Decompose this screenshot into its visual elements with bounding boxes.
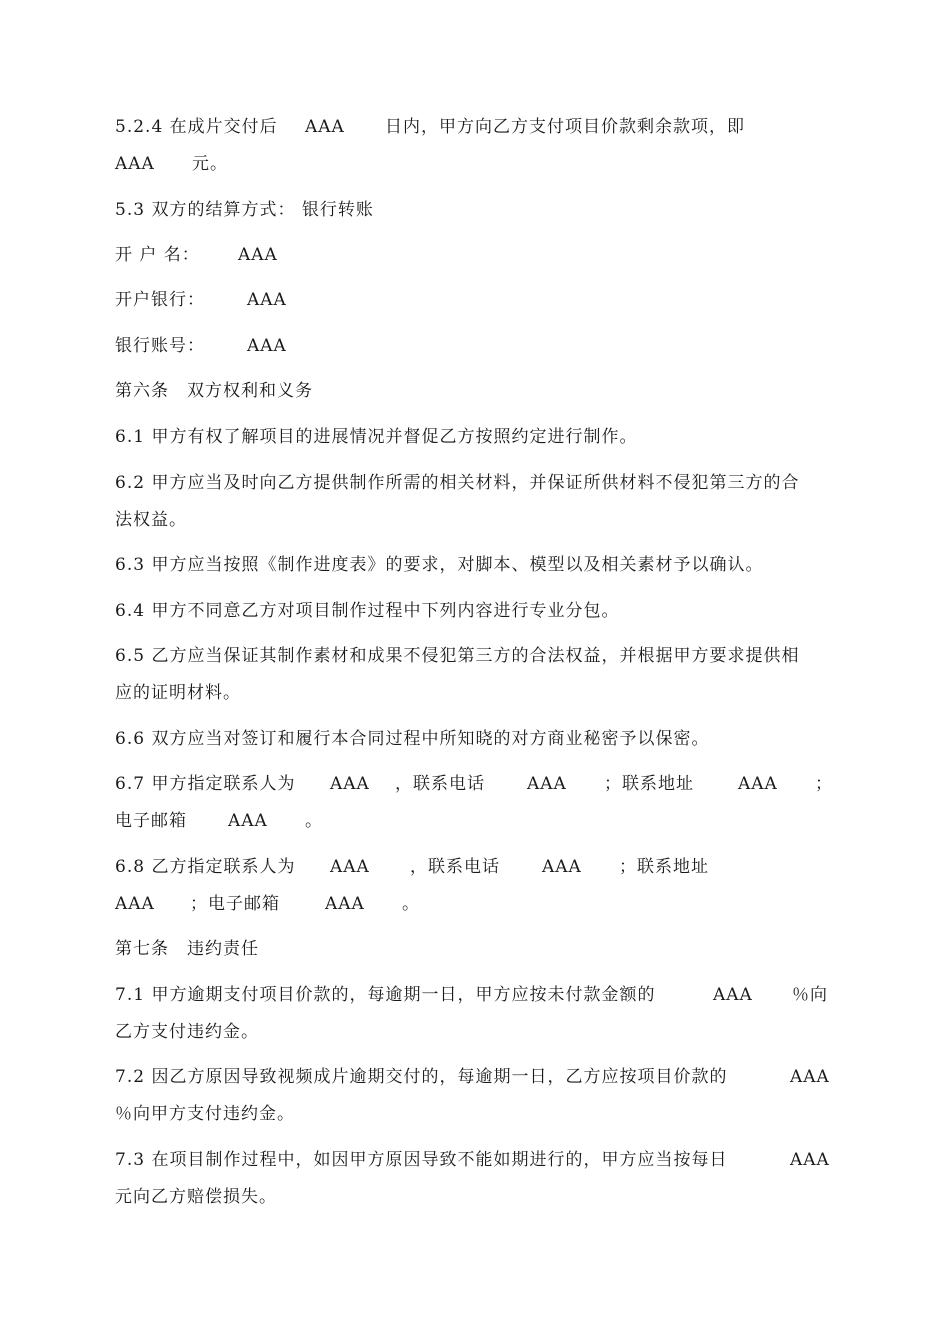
clause-5-2-4-days: AAA xyxy=(305,117,345,137)
clause-7-3-amount: AAA xyxy=(790,1150,830,1170)
clause-5-2-4-text: 5.2.4 在成片交付后 xyxy=(115,117,278,137)
clause-6-8-email: AAA xyxy=(325,894,365,914)
bank-value: AAA xyxy=(247,290,287,310)
clause-6-8-end: 。 xyxy=(402,894,420,914)
clause-6-3: 6.3 甲方应当按照《制作进度表》的要求，对脚本、模型以及相关素材予以确认。 xyxy=(115,555,764,575)
clause-6-7-email-label: 电子邮箱 xyxy=(115,811,187,831)
clause-7-1-text-cont: ％向 xyxy=(792,985,828,1005)
clause-7-2-text: 7.2 因乙方原因导致视频成片逾期交付的，每逾期一日，乙方应按项目价款的 xyxy=(115,1067,728,1087)
clause-6-8-address-label: ；联系地址 xyxy=(619,857,709,877)
clause-7-3-line-2: 元向乙方赔偿损失。 xyxy=(115,1187,277,1207)
clause-6-7-contact: AAA xyxy=(330,774,370,794)
clause-6-7-phone: AAA xyxy=(527,774,567,794)
account-number-value: AAA xyxy=(247,336,287,356)
clause-5-2-4-unit: 元。 xyxy=(192,154,228,174)
account-name-value: AAA xyxy=(238,245,278,265)
clause-5-2-4-amount: AAA xyxy=(115,154,155,174)
clause-6-8-email-label: ；电子邮箱 xyxy=(190,894,280,914)
clause-5-3: 5.3 双方的结算方式： 银行转账 xyxy=(115,200,374,220)
clause-7-2-line-2: ％向甲方支付违约金。 xyxy=(115,1104,295,1124)
bank-label: 开户银行： xyxy=(115,290,205,310)
clause-6-8-text: 6.8 乙方指定联系人为 xyxy=(115,857,296,877)
clause-5-2-4-text-cont: 日内，甲方向乙方支付项目价款剩余款项，即 xyxy=(385,117,745,137)
clause-6-8-contact: AAA xyxy=(330,857,370,877)
clause-6-7-email: AAA xyxy=(228,811,268,831)
clause-6-7-semicolon: ； xyxy=(815,774,833,794)
clause-7-2-rate: AAA xyxy=(790,1067,830,1087)
clause-7-1-line-2: 乙方支付违约金。 xyxy=(115,1022,259,1042)
clause-6-7-address-label: ；联系地址 xyxy=(604,774,694,794)
clause-6-4: 6.4 甲方不同意乙方对项目制作过程中下列内容进行专业分包。 xyxy=(115,601,620,621)
clause-6-1: 6.1 甲方有权了解项目的进展情况并督促乙方按照约定进行制作。 xyxy=(115,427,638,447)
clause-6-7-end: 。 xyxy=(305,811,323,831)
clause-7-1-rate: AAA xyxy=(713,985,753,1005)
article-7-heading: 第七条 违约责任 xyxy=(115,939,259,959)
clause-7-3-text: 7.3 在项目制作过程中，如因甲方原因导致不能如期进行的，甲方应当按每日 xyxy=(115,1150,728,1170)
account-name-label: 开 户 名： xyxy=(115,245,200,265)
clause-6-6: 6.6 双方应当对签订和履行本合同过程中所知晓的对方商业秘密予以保密。 xyxy=(115,729,710,749)
clause-6-2-line-1: 6.2 甲方应当及时向乙方提供制作所需的相关材料，并保证所供材料不侵犯第三方的合 xyxy=(115,473,800,493)
clause-6-2-line-2: 法权益。 xyxy=(115,510,187,530)
clause-7-1-text: 7.1 甲方逾期支付项目价款的，每逾期一日，甲方应按未付款金额的 xyxy=(115,985,656,1005)
article-6-heading: 第六条 双方权利和义务 xyxy=(115,381,313,401)
clause-6-8-address: AAA xyxy=(115,894,155,914)
clause-6-7-phone-label: ，联系电话 xyxy=(395,774,485,794)
clause-6-8-phone: AAA xyxy=(542,857,582,877)
clause-6-7-text: 6.7 甲方指定联系人为 xyxy=(115,774,296,794)
clause-6-5-line-2: 应的证明材料。 xyxy=(115,683,241,703)
clause-6-5-line-1: 6.5 乙方应当保证其制作素材和成果不侵犯第三方的合法权益，并根据甲方要求提供相 xyxy=(115,646,800,666)
account-number-label: 银行账号： xyxy=(115,336,205,356)
clause-6-7-address: AAA xyxy=(738,774,778,794)
clause-6-8-phone-label: ，联系电话 xyxy=(410,857,500,877)
